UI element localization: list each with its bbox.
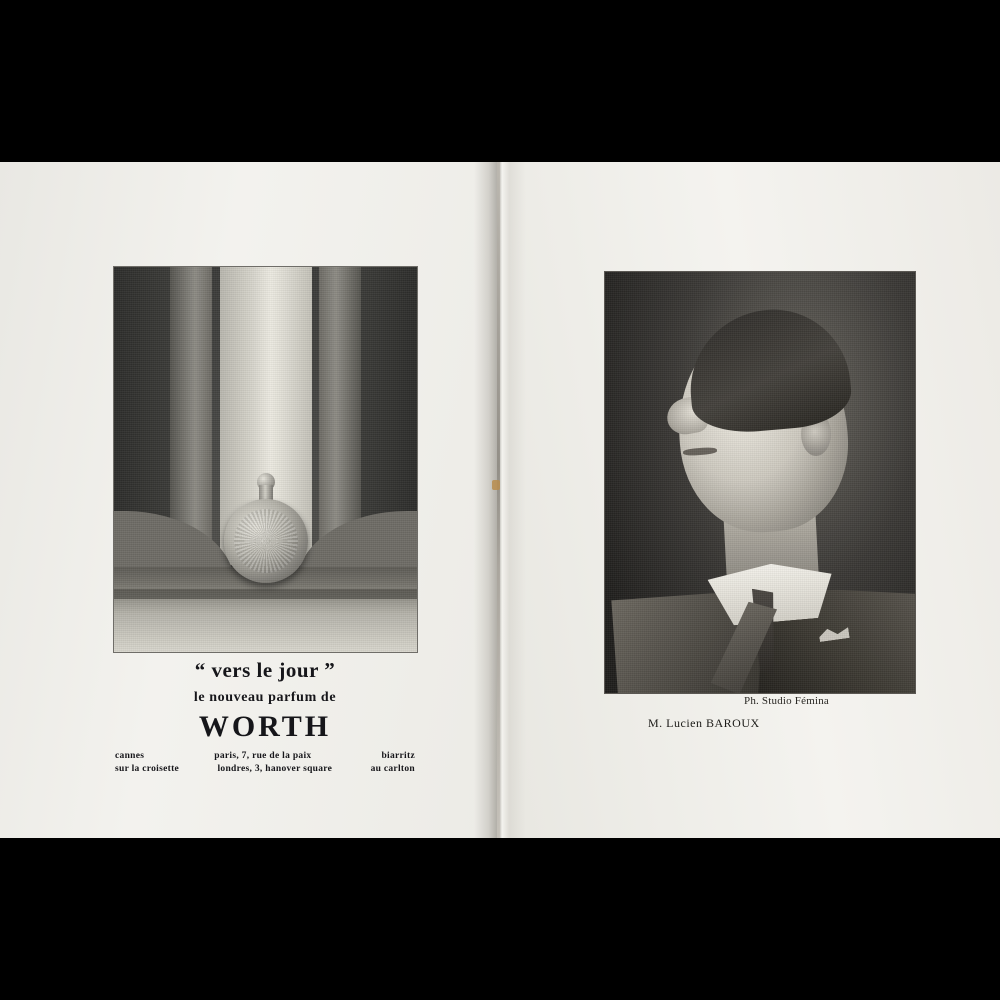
address-detail-2: londres, 3, hanover square — [217, 764, 333, 774]
magazine-spread — [0, 162, 1000, 838]
perfume-bottle-ray-pattern — [234, 509, 298, 573]
niche-step — [114, 589, 417, 599]
binding-fold-line — [497, 162, 500, 838]
address-city-left-1: cannes — [115, 751, 145, 761]
perfume-bottle — [224, 499, 308, 583]
portrait-photograph — [604, 271, 916, 694]
photo-credit: Ph. Studio Fémina — [744, 695, 829, 707]
worth-advert-text — [100, 658, 430, 776]
address-row — [115, 750, 415, 763]
address-city-right-1: biarritz — [381, 751, 415, 761]
address-city-left-2: sur la croisette — [115, 764, 180, 774]
advert-subhead: le nouveau parfum de — [193, 690, 337, 705]
portrait-caption: M. Lucien BAROUX — [648, 716, 760, 730]
address-row — [115, 763, 415, 776]
advert-headline: “ vers le jour ” — [194, 658, 336, 682]
book-gutter — [474, 162, 526, 838]
address-detail-1: paris, 7, rue de la paix — [214, 751, 312, 761]
worth-advert-image — [113, 266, 418, 653]
advert-brand: WORTH — [198, 710, 332, 743]
binding-staple — [492, 480, 500, 490]
advert-addresses — [100, 750, 430, 776]
address-city-right-2: au carlton — [370, 764, 415, 774]
